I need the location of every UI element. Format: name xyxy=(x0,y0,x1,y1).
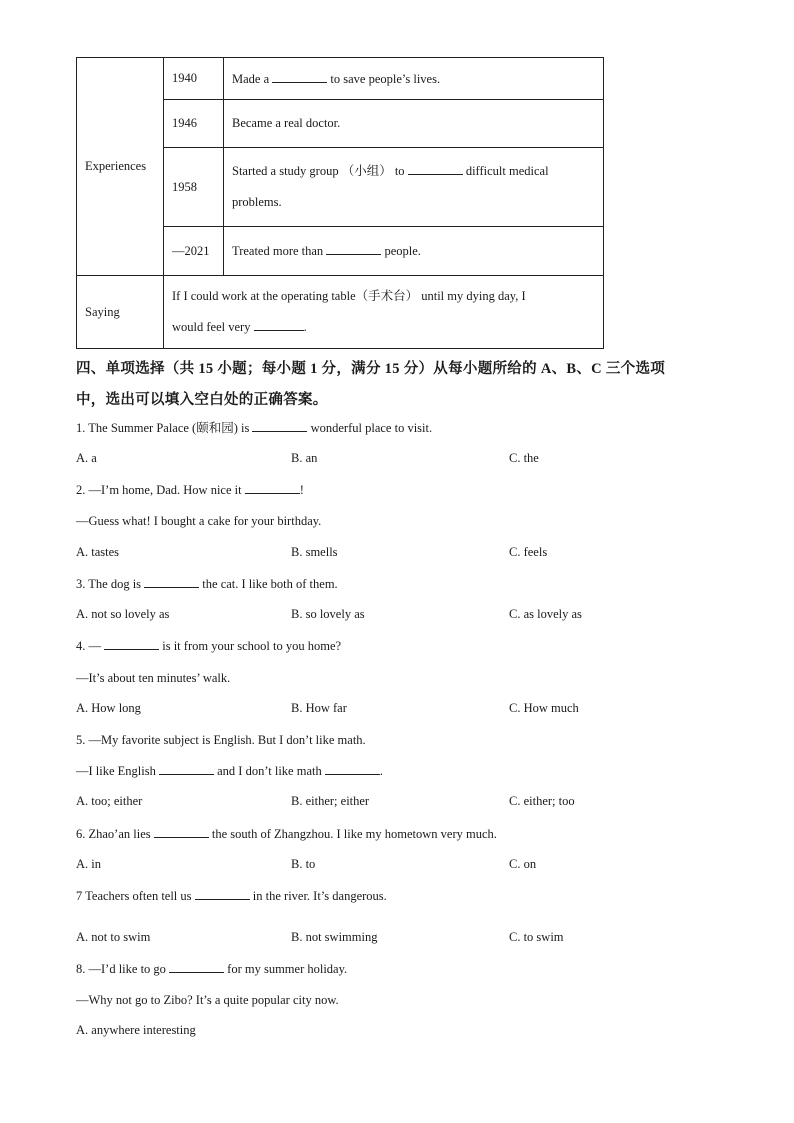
answer-blank xyxy=(169,961,224,973)
answer-blank xyxy=(154,826,209,838)
saying-label: Saying xyxy=(77,276,164,349)
option-b: B. How far xyxy=(291,701,347,715)
question-1: 1. The Summer Palace (颐和园) is wonderful place to visit. xyxy=(76,421,433,435)
option-a: A. anywhere interesting xyxy=(76,1023,196,1037)
question-8-line2: —Why not go to Zibo? It’s a quite popular city now. xyxy=(76,993,339,1007)
option-a: A. not to swim xyxy=(76,930,151,944)
section-heading-cont: 中，选出可以填入空白处的正确答案。 xyxy=(76,392,328,408)
answer-blank xyxy=(408,163,463,175)
question-4-line2: —It’s about ten minutes’ walk. xyxy=(76,671,231,685)
answer-blank xyxy=(252,420,307,432)
year-cell: 1940 xyxy=(164,58,224,100)
option-c: C. as lovely as xyxy=(509,607,582,621)
question-3: 3. The dog is the cat. I like both of them. xyxy=(76,577,338,591)
answer-blank xyxy=(245,482,300,494)
option-b: B. to xyxy=(291,857,316,871)
section-heading: 四、单项选择（共 15 小题；每小题 1 分，满分 15 分）从每小题所给的 A、B、C 三个选项 xyxy=(76,361,666,377)
option-b: B. not swimming xyxy=(291,930,378,944)
option-c: C. to swim xyxy=(509,930,564,944)
option-c: C. on xyxy=(509,857,537,871)
option-b: B. so lovely as xyxy=(291,607,365,621)
answer-blank xyxy=(272,71,327,83)
answer-blank xyxy=(159,763,214,775)
desc-cell: Treated more than people. xyxy=(224,227,604,276)
question-6: 6. Zhao’an lies the south of Zhangzhou. I like my hometown very much. xyxy=(76,827,497,841)
option-c: C. feels xyxy=(509,545,548,559)
answer-blank xyxy=(254,319,304,331)
answer-blank xyxy=(325,763,380,775)
option-a: A. in xyxy=(76,857,101,871)
option-c: C. How much xyxy=(509,701,579,715)
question-2-line2: —Guess what! I bought a cake for your birthday. xyxy=(76,514,322,528)
option-a: A. tastes xyxy=(76,545,120,559)
answer-blank xyxy=(144,576,199,588)
year-cell: 1946 xyxy=(164,100,224,148)
question-4: 4. — is it from your school to you home? xyxy=(76,639,342,653)
answer-blank xyxy=(195,888,250,900)
question-8: 8. —I’d like to go for my summer holiday. xyxy=(76,962,348,976)
option-a: A. not so lovely as xyxy=(76,607,170,621)
experiences-label: Experiences xyxy=(77,58,164,276)
option-b: B. smells xyxy=(291,545,338,559)
option-a: A. How long xyxy=(76,701,141,715)
option-b: B. an xyxy=(291,451,318,465)
option-c: C. the xyxy=(509,451,539,465)
option-a: A. a xyxy=(76,451,97,465)
question-7: 7 Teachers often tell us in the river. It’s dangerous. xyxy=(76,889,387,903)
desc-cell: Became a real doctor. xyxy=(224,100,604,148)
saying-cell: If I could work at the operating table（手术台） until my dying day, I would feel very . xyxy=(164,276,604,349)
option-a: A. too; either xyxy=(76,794,143,808)
question-5: 5. —My favorite subject is English. But I don’t like math. xyxy=(76,733,366,747)
year-cell: 1958 xyxy=(164,148,224,227)
desc-cell: Made a to save people’s lives. xyxy=(224,58,604,100)
answer-blank xyxy=(326,243,381,255)
experience-table xyxy=(76,57,604,349)
option-c: C. either; too xyxy=(509,794,575,808)
answer-blank xyxy=(104,638,159,650)
desc-cell: Started a study group （小组） to difficult medical problems. xyxy=(224,148,604,227)
question-2: 2. —I’m home, Dad. How nice it ! xyxy=(76,483,304,497)
question-5-line2: —I like English and I don’t like math . xyxy=(76,764,383,778)
year-cell: —2021 xyxy=(164,227,224,276)
option-b: B. either; either xyxy=(291,794,370,808)
